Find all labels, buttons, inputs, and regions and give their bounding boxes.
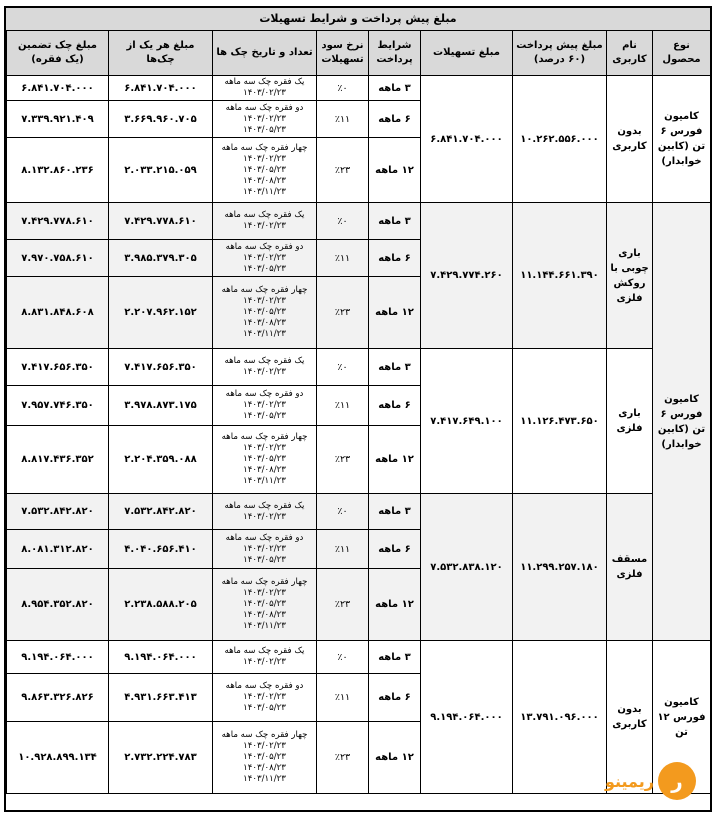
- interest-rate: ٪۰: [317, 203, 369, 240]
- usage-name: باری فلزی: [607, 349, 653, 494]
- guarantee-check-amount: ۹.۱۹۴.۰۶۴.۰۰۰: [7, 641, 109, 674]
- payment-term: ۶ ماهه: [369, 530, 421, 569]
- table-body: [7, 76, 711, 794]
- table-row: [7, 641, 711, 674]
- price-table-frame: [4, 6, 712, 812]
- each-check-amount: ۷.۵۳۲.۸۴۲.۸۲۰: [109, 494, 213, 530]
- interest-rate: ٪۲۳: [317, 277, 369, 349]
- table-row: [7, 349, 711, 386]
- payment-term: ۱۲ ماهه: [369, 722, 421, 794]
- interest-rate: ٪۲۳: [317, 138, 369, 203]
- prepay-amount: ۱۱.۱۴۴.۶۶۱.۳۹۰: [513, 203, 607, 349]
- payment-term: ۶ ماهه: [369, 101, 421, 138]
- each-check-amount: ۴.۰۴۰.۶۵۶.۴۱۰: [109, 530, 213, 569]
- header-terms: شرایط پرداخت: [369, 31, 421, 76]
- prepay-amount: ۱۱.۱۲۶.۴۷۳.۶۵۰: [513, 349, 607, 494]
- guarantee-check-amount: ۹.۸۶۳.۳۲۶.۸۲۶: [7, 674, 109, 722]
- interest-rate: ٪۰: [317, 76, 369, 101]
- checks-schedule: چهار فقره چک سه ماهه ۱۴۰۳/۰۲/۲۳ ۱۴۰۳/۰۵/۲۳ ۱۴۰۳/۰۸/۲۳ ۱۴۰۳/۱۱/۲۳: [213, 138, 317, 203]
- payment-term: ۳ ماهه: [369, 203, 421, 240]
- table-row: [7, 494, 711, 530]
- each-check-amount: ۹.۱۹۴.۰۶۴.۰۰۰: [109, 641, 213, 674]
- each-check-amount: ۳.۹۸۵.۳۷۹.۳۰۵: [109, 240, 213, 277]
- prepay-amount: ۱۰.۲۶۲.۵۵۶.۰۰۰: [513, 76, 607, 203]
- interest-rate: ٪۱۱: [317, 530, 369, 569]
- each-check-amount: ۲.۲۳۸.۵۸۸.۲۰۵: [109, 569, 213, 641]
- checks-schedule: چهار فقره چک سه ماهه ۱۴۰۳/۰۲/۲۳ ۱۴۰۳/۰۵/۲۳ ۱۴۰۳/۰۸/۲۳ ۱۴۰۳/۱۱/۲۳: [213, 277, 317, 349]
- guarantee-check-amount: ۸.۰۸۱.۳۱۲.۸۲۰: [7, 530, 109, 569]
- header-usage: نام کاربری: [607, 31, 653, 76]
- guarantee-check-amount: ۶.۸۴۱.۷۰۴.۰۰۰: [7, 76, 109, 101]
- table-row: [7, 203, 711, 240]
- header-each: مبلغ هر یک از چک‌ها: [109, 31, 213, 76]
- usage-name: باری چوبی با روکش فلزی: [607, 203, 653, 349]
- guarantee-check-amount: ۸.۱۳۲.۸۶۰.۲۳۶: [7, 138, 109, 203]
- checks-schedule: چهار فقره چک سه ماهه ۱۴۰۳/۰۲/۲۳ ۱۴۰۳/۰۵/۲۳ ۱۴۰۳/۰۸/۲۳ ۱۴۰۳/۱۱/۲۳: [213, 722, 317, 794]
- guarantee-check-amount: ۸.۹۵۴.۳۵۲.۸۲۰: [7, 569, 109, 641]
- interest-rate: ٪۱۱: [317, 674, 369, 722]
- guarantee-check-amount: ۷.۹۵۷.۷۴۶.۳۵۰: [7, 386, 109, 426]
- checks-schedule: دو فقره چک سه ماهه ۱۴۰۳/۰۲/۲۳ ۱۴۰۳/۰۵/۲۳: [213, 101, 317, 138]
- checks-schedule: چهار فقره چک سه ماهه ۱۴۰۳/۰۲/۲۳ ۱۴۰۳/۰۵/۲۳ ۱۴۰۳/۰۸/۲۳ ۱۴۰۳/۱۱/۲۳: [213, 426, 317, 494]
- prepay-amount: ۱۳.۷۹۱.۰۹۶.۰۰۰: [513, 641, 607, 794]
- checks-schedule: یک فقره چک سه ماهه ۱۴۰۳/۰۲/۲۳: [213, 494, 317, 530]
- prepay-amount: ۱۱.۲۹۹.۲۵۷.۱۸۰: [513, 494, 607, 641]
- interest-rate: ٪۲۳: [317, 722, 369, 794]
- each-check-amount: ۳.۹۷۸.۸۷۳.۱۷۵: [109, 386, 213, 426]
- usage-name: بدون کاربری: [607, 641, 653, 794]
- usage-name: مسقف فلزی: [607, 494, 653, 641]
- payment-term: ۶ ماهه: [369, 240, 421, 277]
- checks-schedule: یک فقره چک سه ماهه ۱۴۰۳/۰۲/۲۳: [213, 641, 317, 674]
- interest-rate: ٪۱۱: [317, 101, 369, 138]
- checks-schedule: یک فقره چک سه ماهه ۱۴۰۳/۰۲/۲۳: [213, 349, 317, 386]
- payment-term: ۳ ماهه: [369, 349, 421, 386]
- interest-rate: ٪۱۱: [317, 240, 369, 277]
- watermark-logo-icon: ر: [658, 762, 696, 800]
- checks-schedule: دو فقره چک سه ماهه ۱۴۰۳/۰۲/۲۳ ۱۴۰۳/۰۵/۲۳: [213, 530, 317, 569]
- header-facility: مبلغ تسهیلات: [421, 31, 513, 76]
- payment-term: ۳ ماهه: [369, 641, 421, 674]
- interest-rate: ٪۰: [317, 494, 369, 530]
- header-prepay: مبلغ پیش پرداخت (۶۰ درصد): [513, 31, 607, 76]
- checks-schedule: دو فقره چک سه ماهه ۱۴۰۳/۰۲/۲۳ ۱۴۰۳/۰۵/۲۳: [213, 674, 317, 722]
- interest-rate: ٪۲۳: [317, 569, 369, 641]
- watermark: [605, 762, 696, 800]
- interest-rate: ٪۰: [317, 641, 369, 674]
- facility-amount: ۷.۴۱۷.۶۴۹.۱۰۰: [421, 349, 513, 494]
- facility-table: [6, 30, 711, 794]
- product-name: کامیون فورس ۶ تن (کابین خوابدار): [653, 203, 711, 641]
- guarantee-check-amount: ۱۰.۹۲۸.۸۹۹.۱۳۴: [7, 722, 109, 794]
- facility-amount: ۷.۴۲۹.۷۷۴.۲۶۰: [421, 203, 513, 349]
- header-product: نوع محصول: [653, 31, 711, 76]
- each-check-amount: ۷.۴۲۹.۷۷۸.۶۱۰: [109, 203, 213, 240]
- facility-amount: ۹.۱۹۴.۰۶۴.۰۰۰: [421, 641, 513, 794]
- each-check-amount: ۴.۹۳۱.۶۶۳.۴۱۳: [109, 674, 213, 722]
- checks-schedule: یک فقره چک سه ماهه ۱۴۰۳/۰۲/۲۳: [213, 203, 317, 240]
- each-check-amount: ۲.۷۳۲.۲۲۴.۷۸۳: [109, 722, 213, 794]
- each-check-amount: ۲.۲۰۴.۳۵۹.۰۸۸: [109, 426, 213, 494]
- product-name: کامیون فورس ۱۲ تن: [653, 641, 711, 794]
- payment-term: ۳ ماهه: [369, 494, 421, 530]
- facility-amount: ۷.۵۳۲.۸۳۸.۱۲۰: [421, 494, 513, 641]
- guarantee-check-amount: ۷.۹۷۰.۷۵۸.۶۱۰: [7, 240, 109, 277]
- checks-schedule: یک فقره چک سه ماهه ۱۴۰۳/۰۲/۲۳: [213, 76, 317, 101]
- each-check-amount: ۲.۰۳۳.۲۱۵.۰۵۹: [109, 138, 213, 203]
- watermark-text: ریمینو: [604, 771, 654, 791]
- guarantee-check-amount: ۸.۸۱۷.۴۳۶.۳۵۲: [7, 426, 109, 494]
- each-check-amount: ۳.۶۶۹.۹۶۰.۷۰۵: [109, 101, 213, 138]
- each-check-amount: ۲.۲۰۷.۹۶۲.۱۵۲: [109, 277, 213, 349]
- guarantee-check-amount: ۷.۵۳۲.۸۴۲.۸۲۰: [7, 494, 109, 530]
- header-checks: تعداد و تاریخ چک ها: [213, 31, 317, 76]
- header-row: [7, 31, 711, 76]
- payment-term: ۶ ماهه: [369, 386, 421, 426]
- facility-amount: ۶.۸۴۱.۷۰۴.۰۰۰: [421, 76, 513, 203]
- payment-term: ۱۲ ماهه: [369, 569, 421, 641]
- payment-term: ۱۲ ماهه: [369, 426, 421, 494]
- payment-term: ۱۲ ماهه: [369, 277, 421, 349]
- payment-term: ۳ ماهه: [369, 76, 421, 101]
- checks-schedule: چهار فقره چک سه ماهه ۱۴۰۳/۰۲/۲۳ ۱۴۰۳/۰۵/۲۳ ۱۴۰۳/۰۸/۲۳ ۱۴۰۳/۱۱/۲۳: [213, 569, 317, 641]
- header-rate: نرخ سود تسهیلات: [317, 31, 369, 76]
- payment-term: ۶ ماهه: [369, 674, 421, 722]
- table-row: [7, 76, 711, 101]
- guarantee-check-amount: ۸.۸۳۱.۸۴۸.۶۰۸: [7, 277, 109, 349]
- guarantee-check-amount: ۷.۴۲۹.۷۷۸.۶۱۰: [7, 203, 109, 240]
- checks-schedule: دو فقره چک سه ماهه ۱۴۰۳/۰۲/۲۳ ۱۴۰۳/۰۵/۲۳: [213, 386, 317, 426]
- each-check-amount: ۷.۴۱۷.۶۵۶.۳۵۰: [109, 349, 213, 386]
- header-guarantee: مبلغ چک تضمین (یک فقره): [7, 31, 109, 76]
- guarantee-check-amount: ۷.۳۳۹.۹۲۱.۴۰۹: [7, 101, 109, 138]
- table-title: مبلغ پیش پرداخت و شرایط تسهیلات: [6, 8, 710, 31]
- checks-schedule: دو فقره چک سه ماهه ۱۴۰۳/۰۲/۲۳ ۱۴۰۳/۰۵/۲۳: [213, 240, 317, 277]
- usage-name: بدون کاربری: [607, 76, 653, 203]
- interest-rate: ٪۱۱: [317, 386, 369, 426]
- guarantee-check-amount: ۷.۴۱۷.۶۵۶.۳۵۰: [7, 349, 109, 386]
- interest-rate: ٪۲۳: [317, 426, 369, 494]
- interest-rate: ٪۰: [317, 349, 369, 386]
- product-name: کامیون فورس ۶ تن (کابین خوابدار): [653, 76, 711, 203]
- each-check-amount: ۶.۸۴۱.۷۰۴.۰۰۰: [109, 76, 213, 101]
- payment-term: ۱۲ ماهه: [369, 138, 421, 203]
